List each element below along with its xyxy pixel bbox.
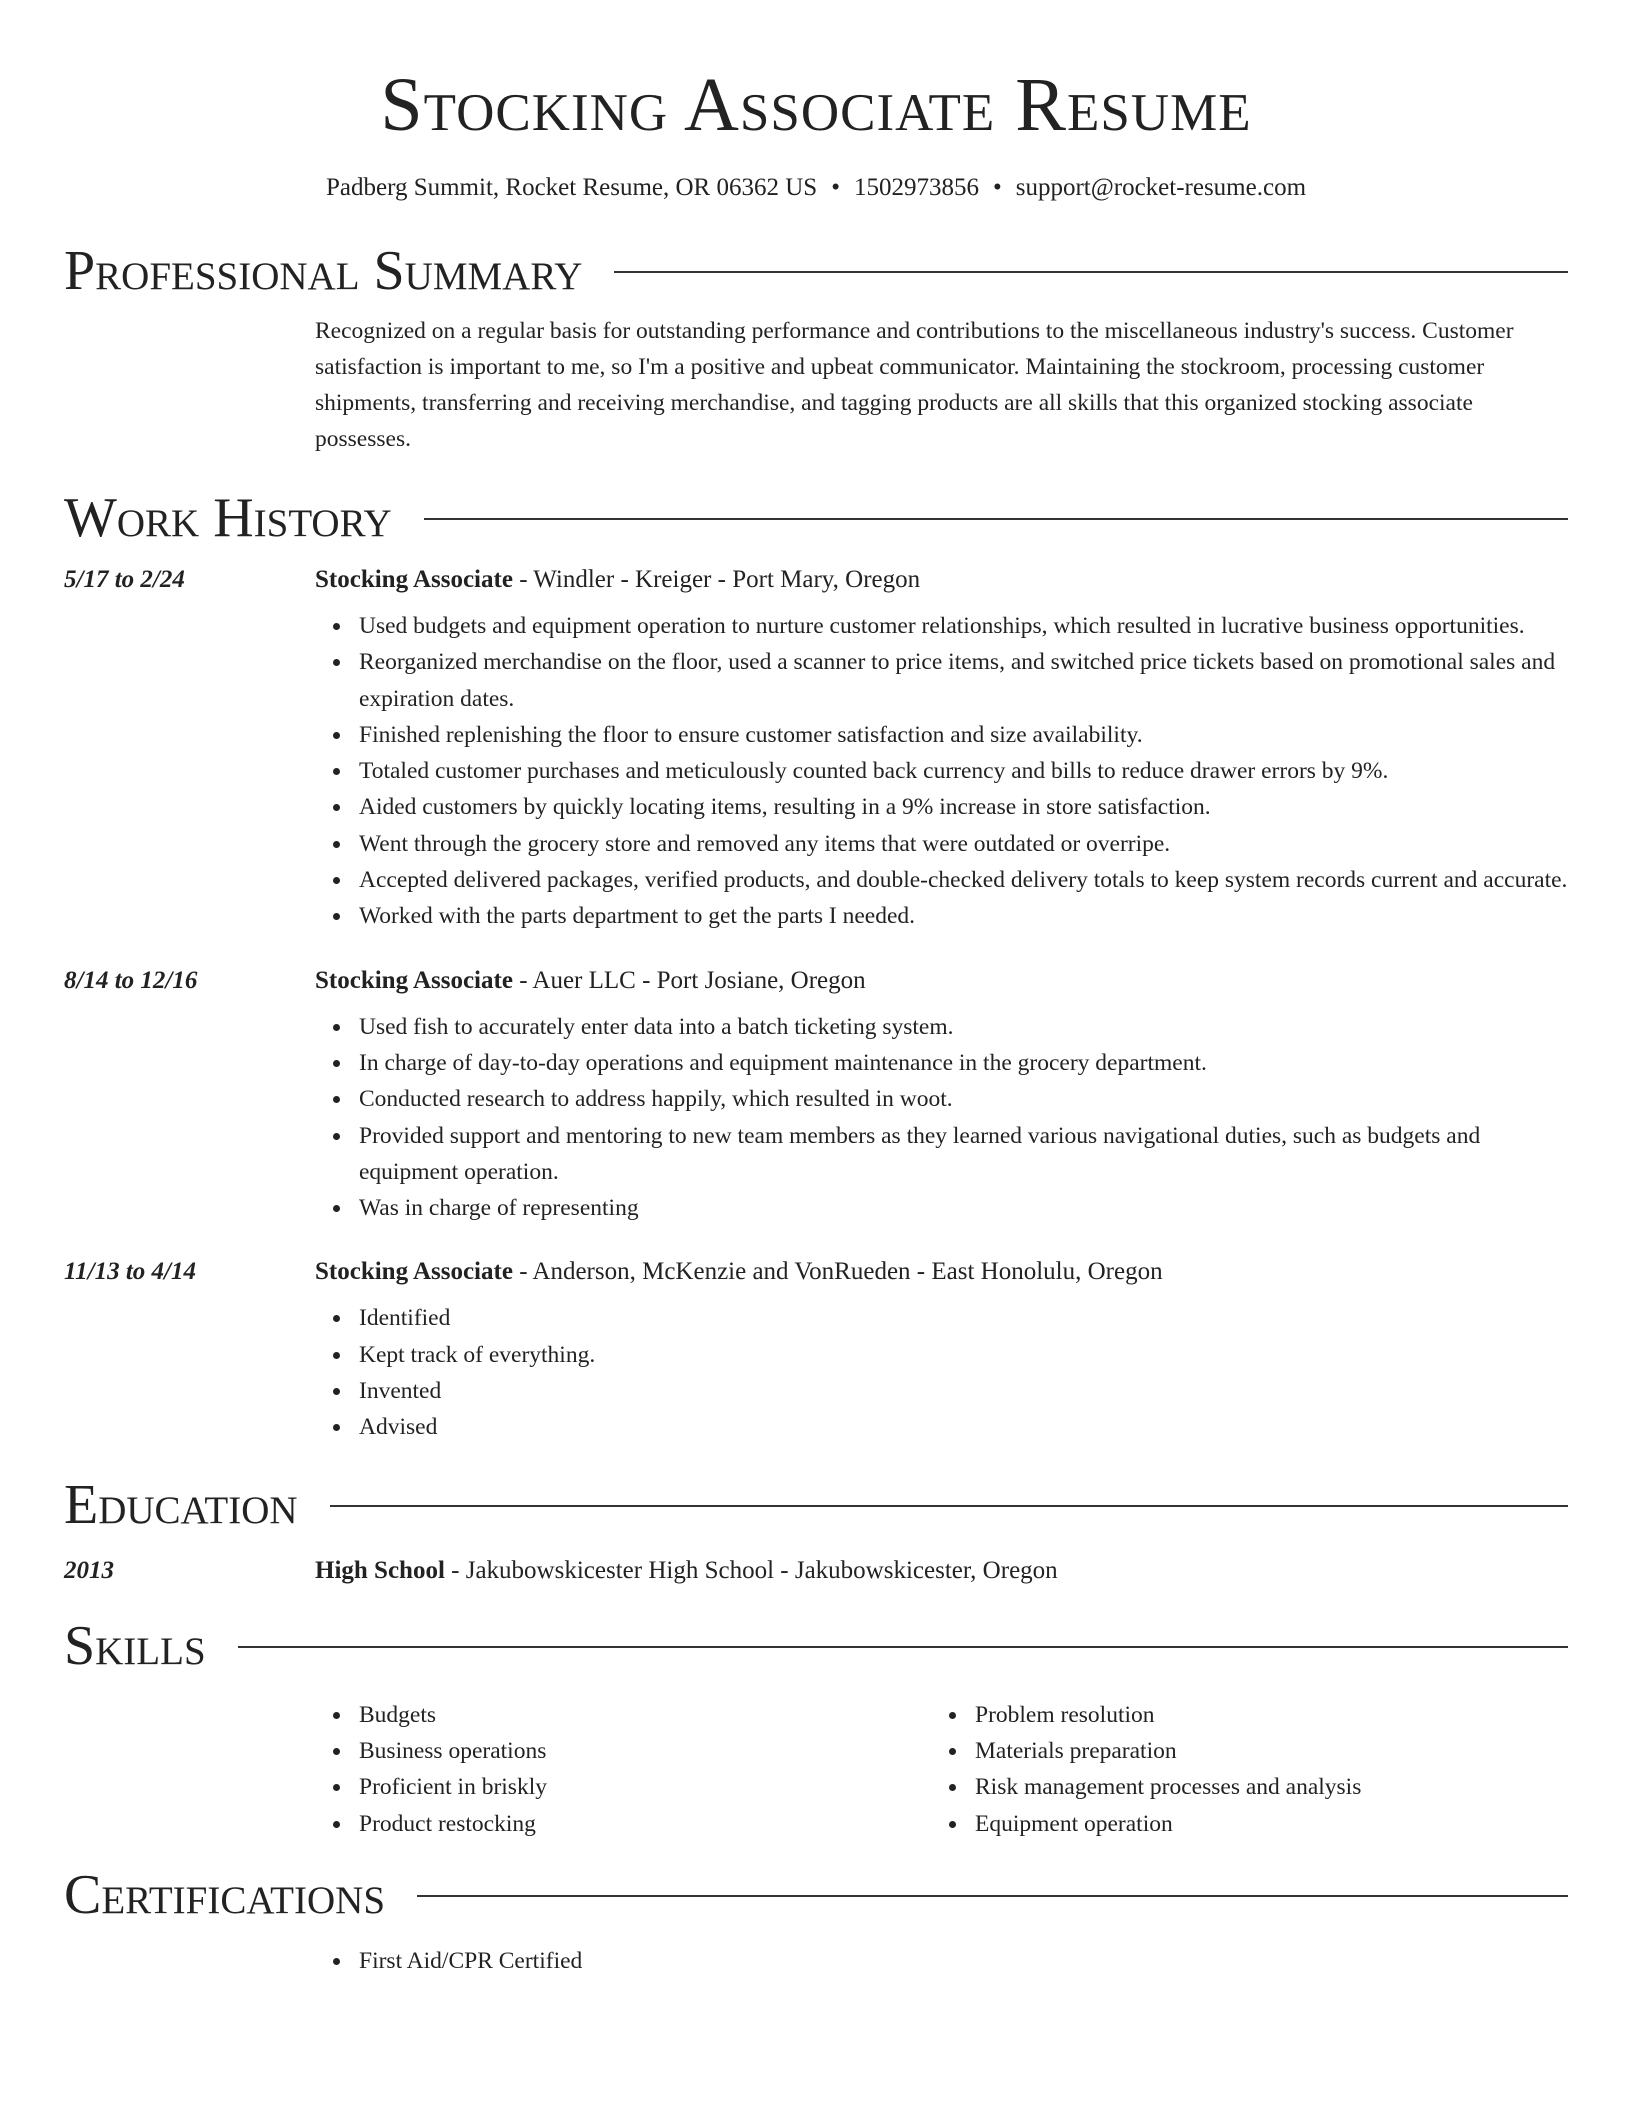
summary-left-gutter — [64, 313, 315, 457]
skills-left-gutter — [64, 1697, 315, 1842]
summary-header — [64, 241, 1568, 301]
education-heading: Education — [64, 1473, 298, 1536]
job-bullet: Conducted research to address happily, which resulted in woot. — [359, 1081, 1568, 1117]
contact-address: Padberg Summit, Rocket Resume, OR 06362 US — [325, 174, 818, 201]
job-bullet: Used fish to accurately enter data into a batch ticketing system. — [359, 1009, 1568, 1045]
job-bullet-list — [315, 1009, 1568, 1227]
job-heading — [315, 562, 1568, 598]
work-history-section — [64, 488, 1568, 1446]
skills-heading: Skills — [64, 1614, 206, 1677]
job-employer-location: - Windler - Kreiger - Port Mary, Oregon — [512, 566, 921, 593]
skill-item: Product restocking — [359, 1806, 931, 1842]
section-divider — [330, 1505, 1568, 1507]
certifications-heading: Certifications — [64, 1863, 386, 1926]
job-bullet: Invented — [359, 1373, 1568, 1409]
job-body — [315, 1254, 1568, 1445]
education-section — [64, 1475, 1568, 1589]
resume-page — [64, 0, 1568, 1979]
job-title: Stocking Associate — [315, 566, 513, 593]
certifications-list — [315, 1943, 1568, 1979]
summary-row — [64, 313, 1568, 457]
skill-item: Business operations — [359, 1733, 931, 1769]
job-employer-location: - Auer LLC - Port Josiane, Oregon — [512, 966, 866, 994]
education-degree: High School — [315, 1556, 445, 1584]
certifications-row — [64, 1943, 1568, 1979]
skills-list-right — [931, 1697, 1547, 1842]
job-dates: 11/13 to 4/14 — [64, 1258, 196, 1286]
work-history-header — [64, 488, 1568, 548]
education-entry — [64, 1553, 1568, 1589]
contact-line — [64, 172, 1568, 204]
certifications-body — [315, 1943, 1568, 1979]
certification-item: First Aid/CPR Certified — [359, 1943, 1568, 1979]
skill-item: Materials preparation — [975, 1733, 1547, 1769]
job-bullet: Advised — [359, 1409, 1568, 1445]
section-divider — [424, 518, 1568, 520]
section-divider — [238, 1646, 1568, 1648]
skills-list-left — [315, 1697, 931, 1842]
certifications-left-gutter — [64, 1943, 315, 1979]
job-bullet: Provided support and mentoring to new team members as they learned various navigational duties, such as budgets and equipment operation. — [359, 1118, 1568, 1191]
contact-phone: 1502973856 — [853, 174, 979, 201]
resume-title: Stocking Associate Resume — [380, 63, 1252, 147]
job-bullet: Identified — [359, 1300, 1568, 1336]
section-divider — [417, 1895, 1568, 1897]
job-employer-location: - Anderson, McKenzie and VonRueden - East Honolulu, Oregon — [512, 1258, 1163, 1286]
job-bullet: Aided customers by quickly locating items, resulting in a 9% increase in store satisfaction. — [359, 789, 1568, 825]
job-heading — [315, 1254, 1568, 1290]
job-heading — [315, 963, 1568, 999]
job-bullet: Kept track of everything. — [359, 1337, 1568, 1373]
skill-item: Proficient in briskly — [359, 1769, 931, 1805]
job-bullet: Reorganized merchandise on the floor, used a scanner to price items, and switched price tickets based on promotional sales and expiration dates. — [359, 644, 1568, 717]
job-dates: 5/17 to 2/24 — [64, 566, 185, 593]
job-bullet-list — [315, 1300, 1568, 1445]
job-bullet: Totaled customer purchases and meticulously counted back currency and bills to reduce drawer errors by 9%. — [359, 753, 1568, 789]
summary-text: Recognized on a regular basis for outstanding performance and contributions to the miscellaneous industry's success. Customer satisfaction is important to me, so I'm a positive and upbeat communicator. Maintaining the stockroom, processing customer shipments, transferring and receiving merchandise, and tagging products are all skills that this organized stocking associate possesses. — [315, 318, 1514, 452]
job-entry — [64, 1254, 1568, 1445]
contact-email: support@rocket-resume.com — [1015, 174, 1307, 201]
skills-columns — [315, 1697, 1568, 1842]
skills-section — [64, 1616, 1568, 1842]
job-bullet: Finished replenishing the floor to ensure customer satisfaction and size availability. — [359, 717, 1568, 753]
skill-item: Equipment operation — [975, 1806, 1547, 1842]
job-entry — [64, 963, 1568, 1227]
education-year: 2013 — [64, 1556, 114, 1584]
contact-separator: • — [831, 174, 840, 201]
job-body — [315, 562, 1568, 935]
job-bullet: Went through the grocery store and removed any items that were outdated or overripe. — [359, 826, 1568, 862]
job-dates: 8/14 to 12/16 — [64, 966, 198, 994]
skill-item: Problem resolution — [975, 1697, 1547, 1733]
job-bullet: In charge of day-to-day operations and equipment maintenance in the grocery department. — [359, 1045, 1568, 1081]
skills-header — [64, 1616, 1568, 1676]
summary-heading: Professional Summary — [64, 240, 583, 302]
contact-separator: • — [992, 174, 1002, 201]
job-bullet: Accepted delivered packages, verified products, and double-checked delivery totals to keep system records current and accurate. — [359, 862, 1568, 898]
certifications-section — [64, 1865, 1568, 1979]
education-details-line — [315, 1553, 1568, 1589]
certifications-header — [64, 1865, 1568, 1925]
job-title: Stocking Associate — [315, 966, 513, 994]
section-divider — [614, 271, 1568, 273]
education-header — [64, 1475, 1568, 1535]
work-history-heading: Work History — [64, 487, 392, 549]
job-list — [64, 562, 1568, 1446]
job-bullet-list — [315, 608, 1568, 935]
job-body — [315, 963, 1568, 1227]
education-details: - Jakubowskicester High School - Jakubowskicester, Oregon — [444, 1556, 1058, 1584]
job-bullet: Worked with the parts department to get the parts I needed. — [359, 898, 1568, 934]
skills-row — [64, 1697, 1568, 1842]
job-bullet: Was in charge of representing — [359, 1190, 1568, 1226]
job-entry — [64, 562, 1568, 935]
job-title: Stocking Associate — [315, 1258, 513, 1286]
skill-item: Risk management processes and analysis — [975, 1769, 1547, 1805]
skill-item: Budgets — [359, 1697, 931, 1733]
job-bullet: Used budgets and equipment operation to nurture customer relationships, which resulted in lucrative business opportunities. — [359, 608, 1568, 644]
summary-section — [64, 241, 1568, 457]
